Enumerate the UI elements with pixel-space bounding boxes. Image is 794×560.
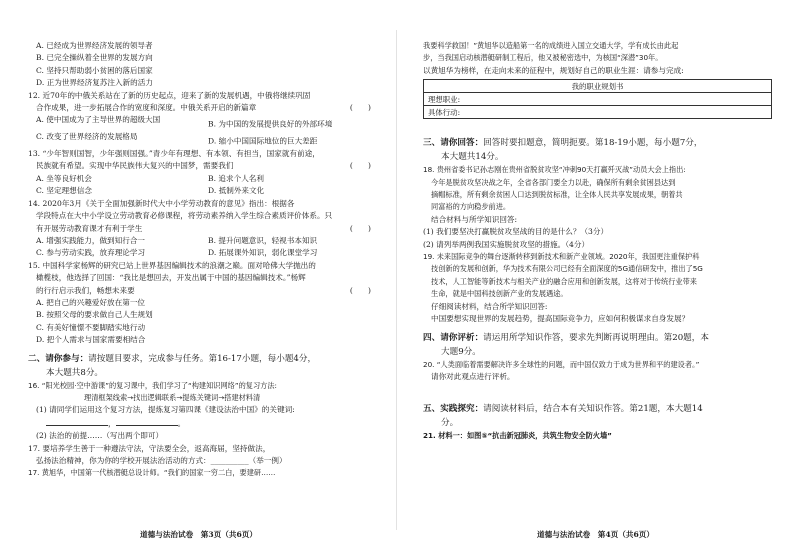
- question-12-cont: [28, 102, 371, 114]
- option-c: C. 改变了世界经济的发展格局: [36, 132, 138, 142]
- section-desc: 本大题共14分。: [441, 152, 504, 163]
- question-text: 民族就有希望。实现中华民族伟大复兴的中国梦，需要我们: [36, 161, 234, 171]
- section-desc: 请按题目要求，完成参与任务。第16-17小题，每小题4分，: [88, 353, 317, 364]
- option-b: B. 为中国的发展提供良好的外部环境: [208, 119, 333, 129]
- section-title: 二、请你参与：: [28, 353, 89, 364]
- answer-paren: ( ): [349, 285, 371, 295]
- question-text: 有开展劳动教育课才有利于学生: [36, 223, 143, 233]
- options-row: [28, 185, 371, 197]
- answer-blank[interactable]: [46, 417, 108, 426]
- question-16-part1: (1) 请同学们运用这个复习方法，提炼复习第四课《建设法治中国》的关键词:: [36, 405, 295, 415]
- answer-blank[interactable]: [116, 417, 178, 426]
- question-18-part2: (2) 请列举两例我国实施脱贫攻坚的措施。（4分）: [423, 239, 590, 249]
- answer-paren: ( ): [349, 103, 371, 113]
- option-b: B. 提升问题意识，轻视书本知识: [208, 235, 318, 245]
- spacer: [423, 123, 772, 131]
- question-text: 合作成果，进一步拓展合作的宽度和深度。中俄关系开启的新篇章: [36, 103, 257, 113]
- question-15-cont: [28, 285, 371, 297]
- section-5-heading-cont: [423, 416, 772, 430]
- material-line: 我要科学救国！”黄旭华以造船第一名的成绩进入国立交通大学，学有成长由此起: [423, 41, 679, 50]
- question-18-material: 同富裕的方向稳步前进。: [431, 202, 511, 212]
- option-d: D. 拓展课外知识，弱化课堂学习: [208, 248, 318, 258]
- options-row: [28, 173, 371, 185]
- question-17-b: 17. 黄旭华，中国第一代核潜艇总设计师。“我们的国家一穷二白，要建研……: [28, 468, 276, 478]
- answer-blanks: ， 。: [28, 417, 371, 430]
- page-footer: 道德与法治试卷 第3页（共6页）: [140, 530, 257, 539]
- section-desc: 大题9分。: [441, 346, 481, 357]
- question-18: 18. 贵州省委书记孙志刚在贵州省脱贫攻坚“冲刺90天打赢歼灭战”动员大会上指出:: [423, 165, 686, 175]
- options-row: [28, 247, 371, 259]
- option-line: A. 把自己的兴趣爱好放在第一位: [36, 297, 146, 307]
- section-4-heading-cont: [423, 345, 772, 359]
- section-3-heading-cont: [423, 150, 772, 164]
- question-19-material: 技创新的发展和创新，华为技术有限公司已经有全面深度的5G通信研发中，推出了5G: [431, 264, 703, 274]
- options-row: [28, 131, 371, 148]
- method-chain: 理清框架线索→找出逻辑联系→提炼关键词→搭建材料清: [84, 392, 261, 402]
- option-c: C. 参与劳动实践，放弃理论学习: [36, 248, 146, 258]
- question-20-ask: 请你对此观点进行评析。: [431, 371, 515, 381]
- option-line: C. 有美好憧憬不要脚踏实地行动: [36, 322, 146, 332]
- question-20: 20. “人类面临着需要解决许多全球性的问题，而中国仅致力于成为世界和平的建设者。”: [423, 359, 700, 369]
- option-line: B. 按照父母的要求做自己人生规划: [36, 310, 153, 320]
- option-line: D. 正为世界经济复苏注入新的活力: [36, 78, 153, 88]
- question-17-a-cont: 弘扬法治精神，你为你的学校开展法治活动的方式：__________（举一例）: [36, 456, 287, 465]
- answer-paren: ( ): [349, 223, 371, 233]
- option-a: A. 坐等良好机会: [36, 173, 92, 183]
- question-19-material: 生命，就是中国科技创新产业的发展遇途。: [431, 289, 568, 299]
- table-row-career[interactable]: 理想职业:: [424, 93, 772, 106]
- question-16: 16. “阳光校园·空中游课”的复习课中，我们学习了“构建知识网络”的复习方法:: [28, 380, 277, 390]
- question-12: 12. 近70年的中俄关系站在了新的历史起点，迎来了新的发展机遇，中俄将继续巩固: [28, 90, 311, 100]
- options-row: [28, 235, 371, 247]
- spacer: [423, 383, 772, 397]
- question-18-material: 摘帽标准，所有剩余贫困人口达到脱贫标准，让全体人民共享发展成果，朝着共: [431, 190, 683, 200]
- question-16-part2: (2) 法治的前提……（写出两个即可）: [36, 431, 164, 441]
- page-footer: 道德与法治试卷 第4页（共6页）: [537, 530, 654, 539]
- task-line: 以黄旭华为榜样，在走向未来的征程中，规划好自己的职业生涯：请参与完成:: [423, 65, 684, 75]
- question-19-prompt: 仔细阅读材料，结合所学知识回答:: [431, 301, 548, 311]
- question-14: 14. 2020年3月《关于全面加强新时代大中小学劳动教育的意见》指出：根据各: [28, 198, 295, 208]
- option-d: D. 抵制外来文化: [208, 186, 265, 196]
- section-desc: 请阅读材料后，结合本有关知识作答。第21题，本大题14: [483, 404, 703, 415]
- question-13-cont: [28, 160, 371, 172]
- option-a: A. 增强实践能力，做到知行合一: [36, 235, 146, 245]
- option-line: D. 把个人需求与国家需要相结合: [36, 335, 146, 345]
- section-desc: 分。: [441, 418, 459, 429]
- section-5-heading: [423, 402, 772, 416]
- question-19-ask: 中国要想实现世界的发展趋势，提高国际竞争力，应如何积极谋求自身发展？: [431, 314, 690, 324]
- section-4-heading: [423, 331, 772, 345]
- section-title: 五、实践探究：: [423, 404, 484, 415]
- question-14-cont: 学段特点在大中小学设立劳动教育必修课程，将劳动素养纳入学生综合素质评价体系。只: [36, 211, 333, 221]
- section-title: 四、请你评析：: [423, 332, 484, 343]
- option-a: A. 使中国成为了主导世界的超级大国: [36, 115, 161, 125]
- question-14-cont: [28, 223, 371, 235]
- option-b: B. 追求个人名利: [208, 173, 264, 183]
- question-15: 15. 中国科学家杨辉的研究已站上世界基因编辑技术的浪潮之巅。面对哈佛大学抛出的: [28, 260, 316, 270]
- question-19-material: 技术，人工智能等新技术与相关产业的融合应用和创新发展，这将对于传统行业带来: [431, 276, 697, 286]
- answer-paren: ( ): [349, 161, 371, 171]
- option-c: C. 坚定理想信念: [36, 186, 92, 196]
- material-line: 步，当我国启动核潜艇研制工程后，他又被秘密选中，为核国“深潜”30年。: [423, 53, 663, 63]
- section-desc: 回答时要扣题意，简明扼要。第18-19小题，每小题7分，: [483, 138, 703, 149]
- question-13: 13. “少年智则国智，少年强则国强。”青少年有理想、有本领、有担当，国家就有前途，: [28, 149, 320, 159]
- question-18-prompt: 结合材料与所学知识回答:: [431, 214, 518, 224]
- options-row: [28, 114, 371, 131]
- section-2-heading-cont: [28, 366, 371, 380]
- section-desc: 本大题共8分。: [46, 367, 104, 378]
- question-18-part1: (1) 我们要坚决打赢脱贫攻坚战的目的是什么？（3分）: [423, 227, 609, 237]
- table-row-action[interactable]: 具体行动:: [424, 106, 772, 119]
- question-text: 的行行启示我们，畅想未来要: [36, 285, 135, 295]
- question-17-a: 17. 要培养学生善于一种遵法守法，守法要全会，返高海届，坚持做法，: [28, 443, 271, 453]
- question-18-material: 今年是脱贫攻坚决战之年，全省各部门要全力以赴，确保所有剩余贫困县达到: [431, 177, 676, 187]
- option-line: A. 已经成为世界经济发展的领导者: [36, 41, 153, 50]
- section-3-heading: [423, 136, 772, 150]
- career-plan-table: [423, 79, 772, 119]
- question-15-cont: 橄榄枝，他选择了回国：“我比是想回去，开发出属于中国的基因编辑技术。”杨辉: [36, 273, 306, 283]
- option-d: D. 缩小中国国际地位的巨大差距: [208, 136, 318, 146]
- table-header: 我的职业规划书: [424, 80, 772, 93]
- option-line: C. 坚持只帮助弱小贫困的落后国家: [36, 65, 153, 75]
- section-title: 三、请你回答：: [423, 138, 484, 149]
- right-page: [397, 0, 794, 560]
- question-19: 19. 未来国际竞争的舞台逐渐转移到新技术和新产业领域。2020年，我国更注重保护科: [423, 252, 700, 262]
- section-2-heading: [28, 352, 371, 366]
- question-21: 21. 材料一：如图⑤“抗击新冠肺炎，共筑生物安全防火墙”: [423, 431, 612, 441]
- section-desc: 请运用所学知识作答，要求先判断再说明理由。第20题，本: [483, 332, 709, 343]
- option-line: B. 已完全操纵着全世界的发展方向: [36, 53, 153, 63]
